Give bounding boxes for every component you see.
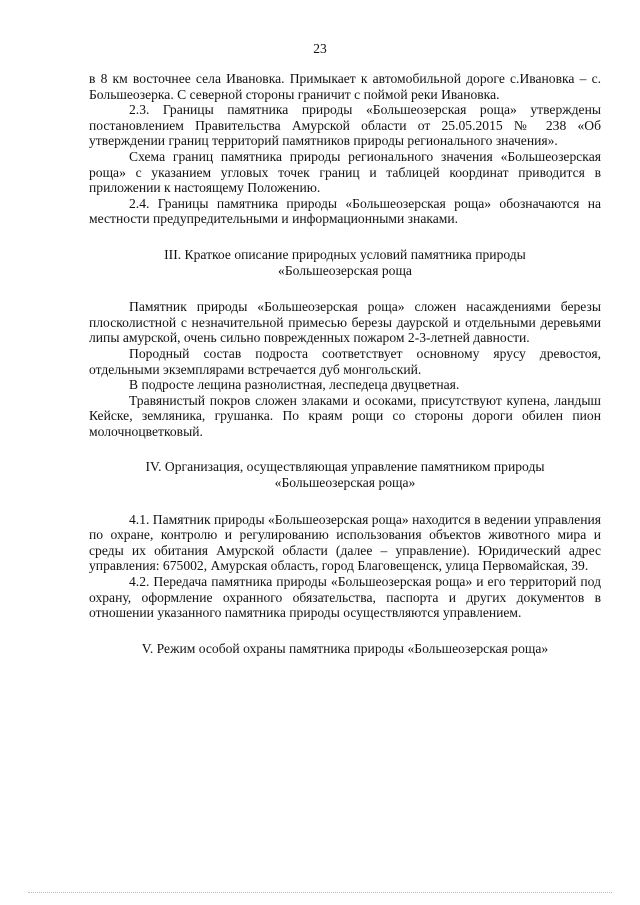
paragraph-4-1: 4.1. Памятник природы «Большеозерская роща» находится в ведении управления по охране, контролю и регулированию использования объектов животного мира и среды их обитания Амурской области (далее – управление). Юридический адрес управления: 675002, Амурская область, город Благовещенск, улица Первомайская, 39. — [89, 511, 602, 574]
paragraph-section3-3: В подросте лещина разнолистная, леспедеца двуцветная. — [129, 377, 460, 393]
paragraph-4-2: 4.2. Передача памятника природы «Большеозерская роща» и его территорий под охрану, оформление охранного обязательства, паспорта и других документов в отношении указанного памятника природы осуществляются управлением. — [89, 574, 601, 621]
section-5-heading: V. Режим особой охраны памятника природы «Большеозерская роща» — [141, 640, 549, 656]
section-4-heading-line2: «Большеозерская роща» — [274, 475, 416, 491]
paragraph-2-4: 2.4. Границы памятника природы «Большеозерская роща» обозначаются на местности предупредительными и информационными знаками. — [89, 195, 601, 227]
section-4-heading — [89, 459, 601, 490]
paragraph-continuation: в 8 км восточнее села Ивановка. Примыкает к автомобильной дороге с.Ивановка – с. Большеозерка. С северной стороны граничит с поймой реки Ивановка. — [89, 71, 601, 102]
page-number: 23 — [313, 41, 327, 56]
paragraph-scheme: Схема границ памятника природы регионального значения «Большеозерская роща» с указанием угловых точек границ и таблицей координат приводится в приложении к настоящему Положению. — [89, 148, 601, 196]
section-3-heading-line1: III. Краткое описание природных условий памятника природы — [164, 246, 526, 262]
paragraph-section3-1: Памятник природы «Большеозерская роща» сложен насаждениями березы плосколистной с незначительной примесью березы даурской и отдельными деревьями липы амурской, очень сильно поврежденных пожаром 2-3-летней давности. — [89, 299, 601, 346]
paragraph-section3-4: Травянистый покров сложен злаками и осоками, присутствуют купена, ландыш Кейске, земляника, грушанка. По краям рощи со стороны дороги обилен пион молочноцветковый. — [89, 392, 601, 439]
paragraph-section3-2: Породный состав подроста соответствует основному ярусу древостоя, отдельными экземплярами встречается дуб монгольский. — [89, 345, 601, 377]
document-body — [89, 71, 601, 656]
section-3-heading — [89, 247, 601, 278]
scan-edge-divider — [28, 892, 612, 895]
section-4-heading-line1: IV. Организация, осуществляющая управление памятником природы — [145, 459, 545, 475]
section-3-heading-line2: «Большеозерская роща — [278, 262, 412, 278]
paragraph-2-3: 2.3. Границы памятника природы «Большеозерская роща» утверждены постановлением Правительства Амурской области от 25.05.2015 № 238 «Об утверждении границ территорий памятников природы регионального значения». — [89, 102, 601, 149]
